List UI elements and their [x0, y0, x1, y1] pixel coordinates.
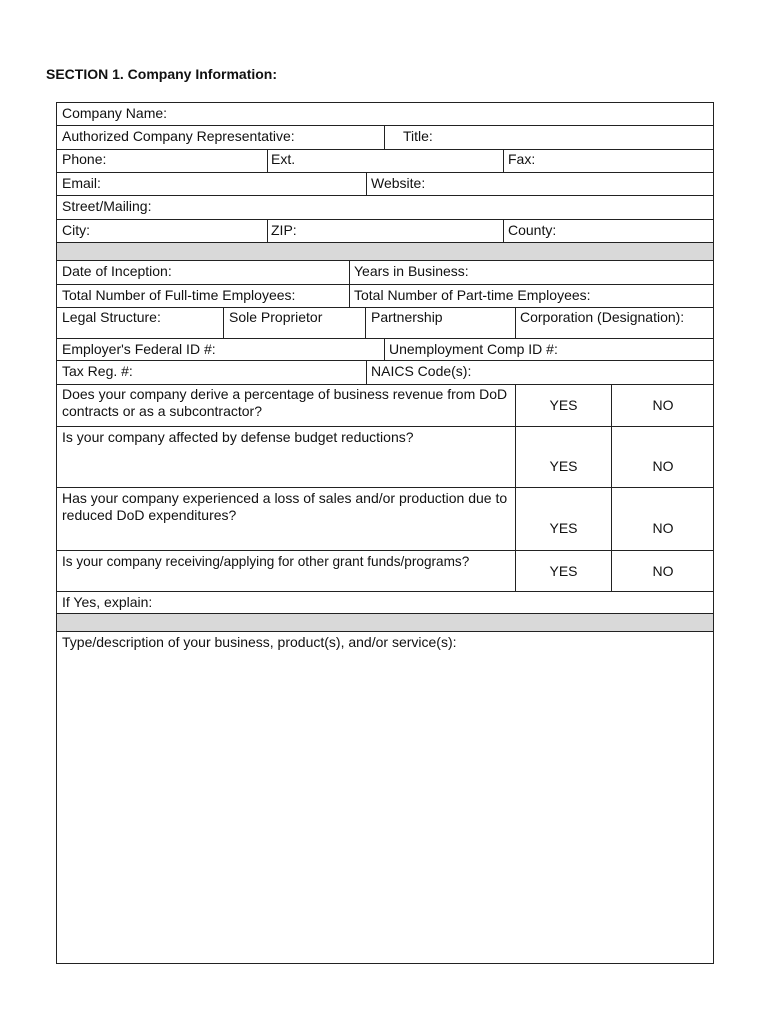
- question-dod-revenue: Does your company derive a percentage of business revenue from DoD contracts or as a subcontractor?: [62, 386, 508, 419]
- column-divider: [503, 149, 504, 172]
- row-divider: [57, 631, 713, 632]
- row-divider: [57, 591, 713, 592]
- column-divider: [611, 384, 612, 591]
- website-field[interactable]: Website:: [371, 175, 426, 191]
- column-divider: [366, 172, 367, 195]
- question-loss-of-sales-yes[interactable]: YES: [549, 520, 578, 536]
- email-field[interactable]: Email:: [62, 175, 101, 191]
- row-divider: [57, 125, 713, 126]
- fax-field[interactable]: Fax:: [508, 151, 536, 167]
- column-divider: [267, 149, 268, 172]
- sole-proprietor-option[interactable]: Sole Proprietor: [229, 309, 323, 325]
- question-budget-reductions: Is your company affected by defense budget reductions?: [62, 429, 414, 445]
- unemployment-comp-id-field[interactable]: Unemployment Comp ID #:: [389, 341, 558, 357]
- full-time-employees-field[interactable]: Total Number of Full-time Employees:: [62, 287, 296, 303]
- section-title: SECTION 1. Company Information:: [46, 66, 278, 82]
- question-other-grants: Is your company receiving/applying for other grant funds/programs?: [62, 554, 470, 569]
- tax-reg-field[interactable]: Tax Reg. #:: [62, 363, 133, 379]
- zip-field[interactable]: ZIP:: [271, 222, 297, 238]
- question-other-grants-yes[interactable]: YES: [549, 563, 578, 579]
- title-field[interactable]: Title:: [403, 128, 433, 144]
- part-time-employees-field[interactable]: Total Number of Part-time Employees:: [354, 287, 591, 303]
- row-divider: [57, 219, 713, 220]
- authorized-rep-field[interactable]: Authorized Company Representative:: [62, 128, 295, 144]
- federal-id-field[interactable]: Employer's Federal ID #:: [62, 341, 216, 357]
- city-field[interactable]: City:: [62, 222, 90, 238]
- question-loss-of-sales-no[interactable]: NO: [652, 520, 674, 536]
- row-divider: [57, 172, 713, 173]
- legal-structure-label: Legal Structure:: [62, 309, 161, 325]
- row-divider: [57, 242, 713, 243]
- row-divider: [57, 613, 713, 614]
- question-loss-of-sales: Has your company experienced a loss of sales and/or production due to reduced DoD expenditures?: [62, 490, 508, 523]
- column-divider: [384, 125, 385, 149]
- question-budget-reductions-yes[interactable]: YES: [549, 458, 578, 474]
- business-description-field[interactable]: Type/description of your business, product(s), and/or service(s):: [62, 634, 457, 650]
- row-divider: [57, 426, 713, 427]
- separator-band: [57, 243, 713, 260]
- street-mailing-field[interactable]: Street/Mailing:: [62, 198, 152, 214]
- row-divider: [57, 260, 713, 261]
- column-divider: [349, 260, 350, 307]
- county-field[interactable]: County:: [508, 222, 557, 238]
- phone-field[interactable]: Phone:: [62, 151, 107, 167]
- row-divider: [57, 338, 713, 339]
- row-divider: [57, 284, 713, 285]
- column-divider: [515, 307, 516, 338]
- row-divider: [57, 149, 713, 150]
- row-divider: [57, 195, 713, 196]
- corporation-option[interactable]: Corporation (Designation):: [520, 309, 685, 325]
- column-divider: [503, 219, 504, 242]
- column-divider: [365, 307, 366, 338]
- question-dod-revenue-yes[interactable]: YES: [549, 397, 578, 413]
- separator-band: [57, 614, 713, 631]
- company-information-form: [56, 102, 714, 964]
- row-divider: [57, 360, 713, 361]
- naics-code-field[interactable]: NAICS Code(s):: [371, 363, 472, 379]
- if-yes-explain-field[interactable]: If Yes, explain:: [62, 594, 153, 610]
- years-in-business-field[interactable]: Years in Business:: [354, 263, 469, 279]
- ext-field[interactable]: Ext.: [271, 151, 296, 167]
- row-divider: [57, 307, 713, 308]
- question-other-grants-no[interactable]: NO: [652, 563, 674, 579]
- column-divider: [366, 360, 367, 384]
- row-divider: [57, 487, 713, 488]
- column-divider: [515, 384, 516, 591]
- date-of-inception-field[interactable]: Date of Inception:: [62, 263, 172, 279]
- partnership-option[interactable]: Partnership: [371, 309, 443, 325]
- column-divider: [267, 219, 268, 242]
- question-budget-reductions-no[interactable]: NO: [652, 458, 674, 474]
- row-divider: [57, 384, 713, 385]
- column-divider: [223, 307, 224, 338]
- row-divider: [57, 550, 713, 551]
- column-divider: [384, 338, 385, 360]
- question-dod-revenue-no[interactable]: NO: [652, 397, 674, 413]
- company-name-field[interactable]: Company Name:: [62, 105, 168, 121]
